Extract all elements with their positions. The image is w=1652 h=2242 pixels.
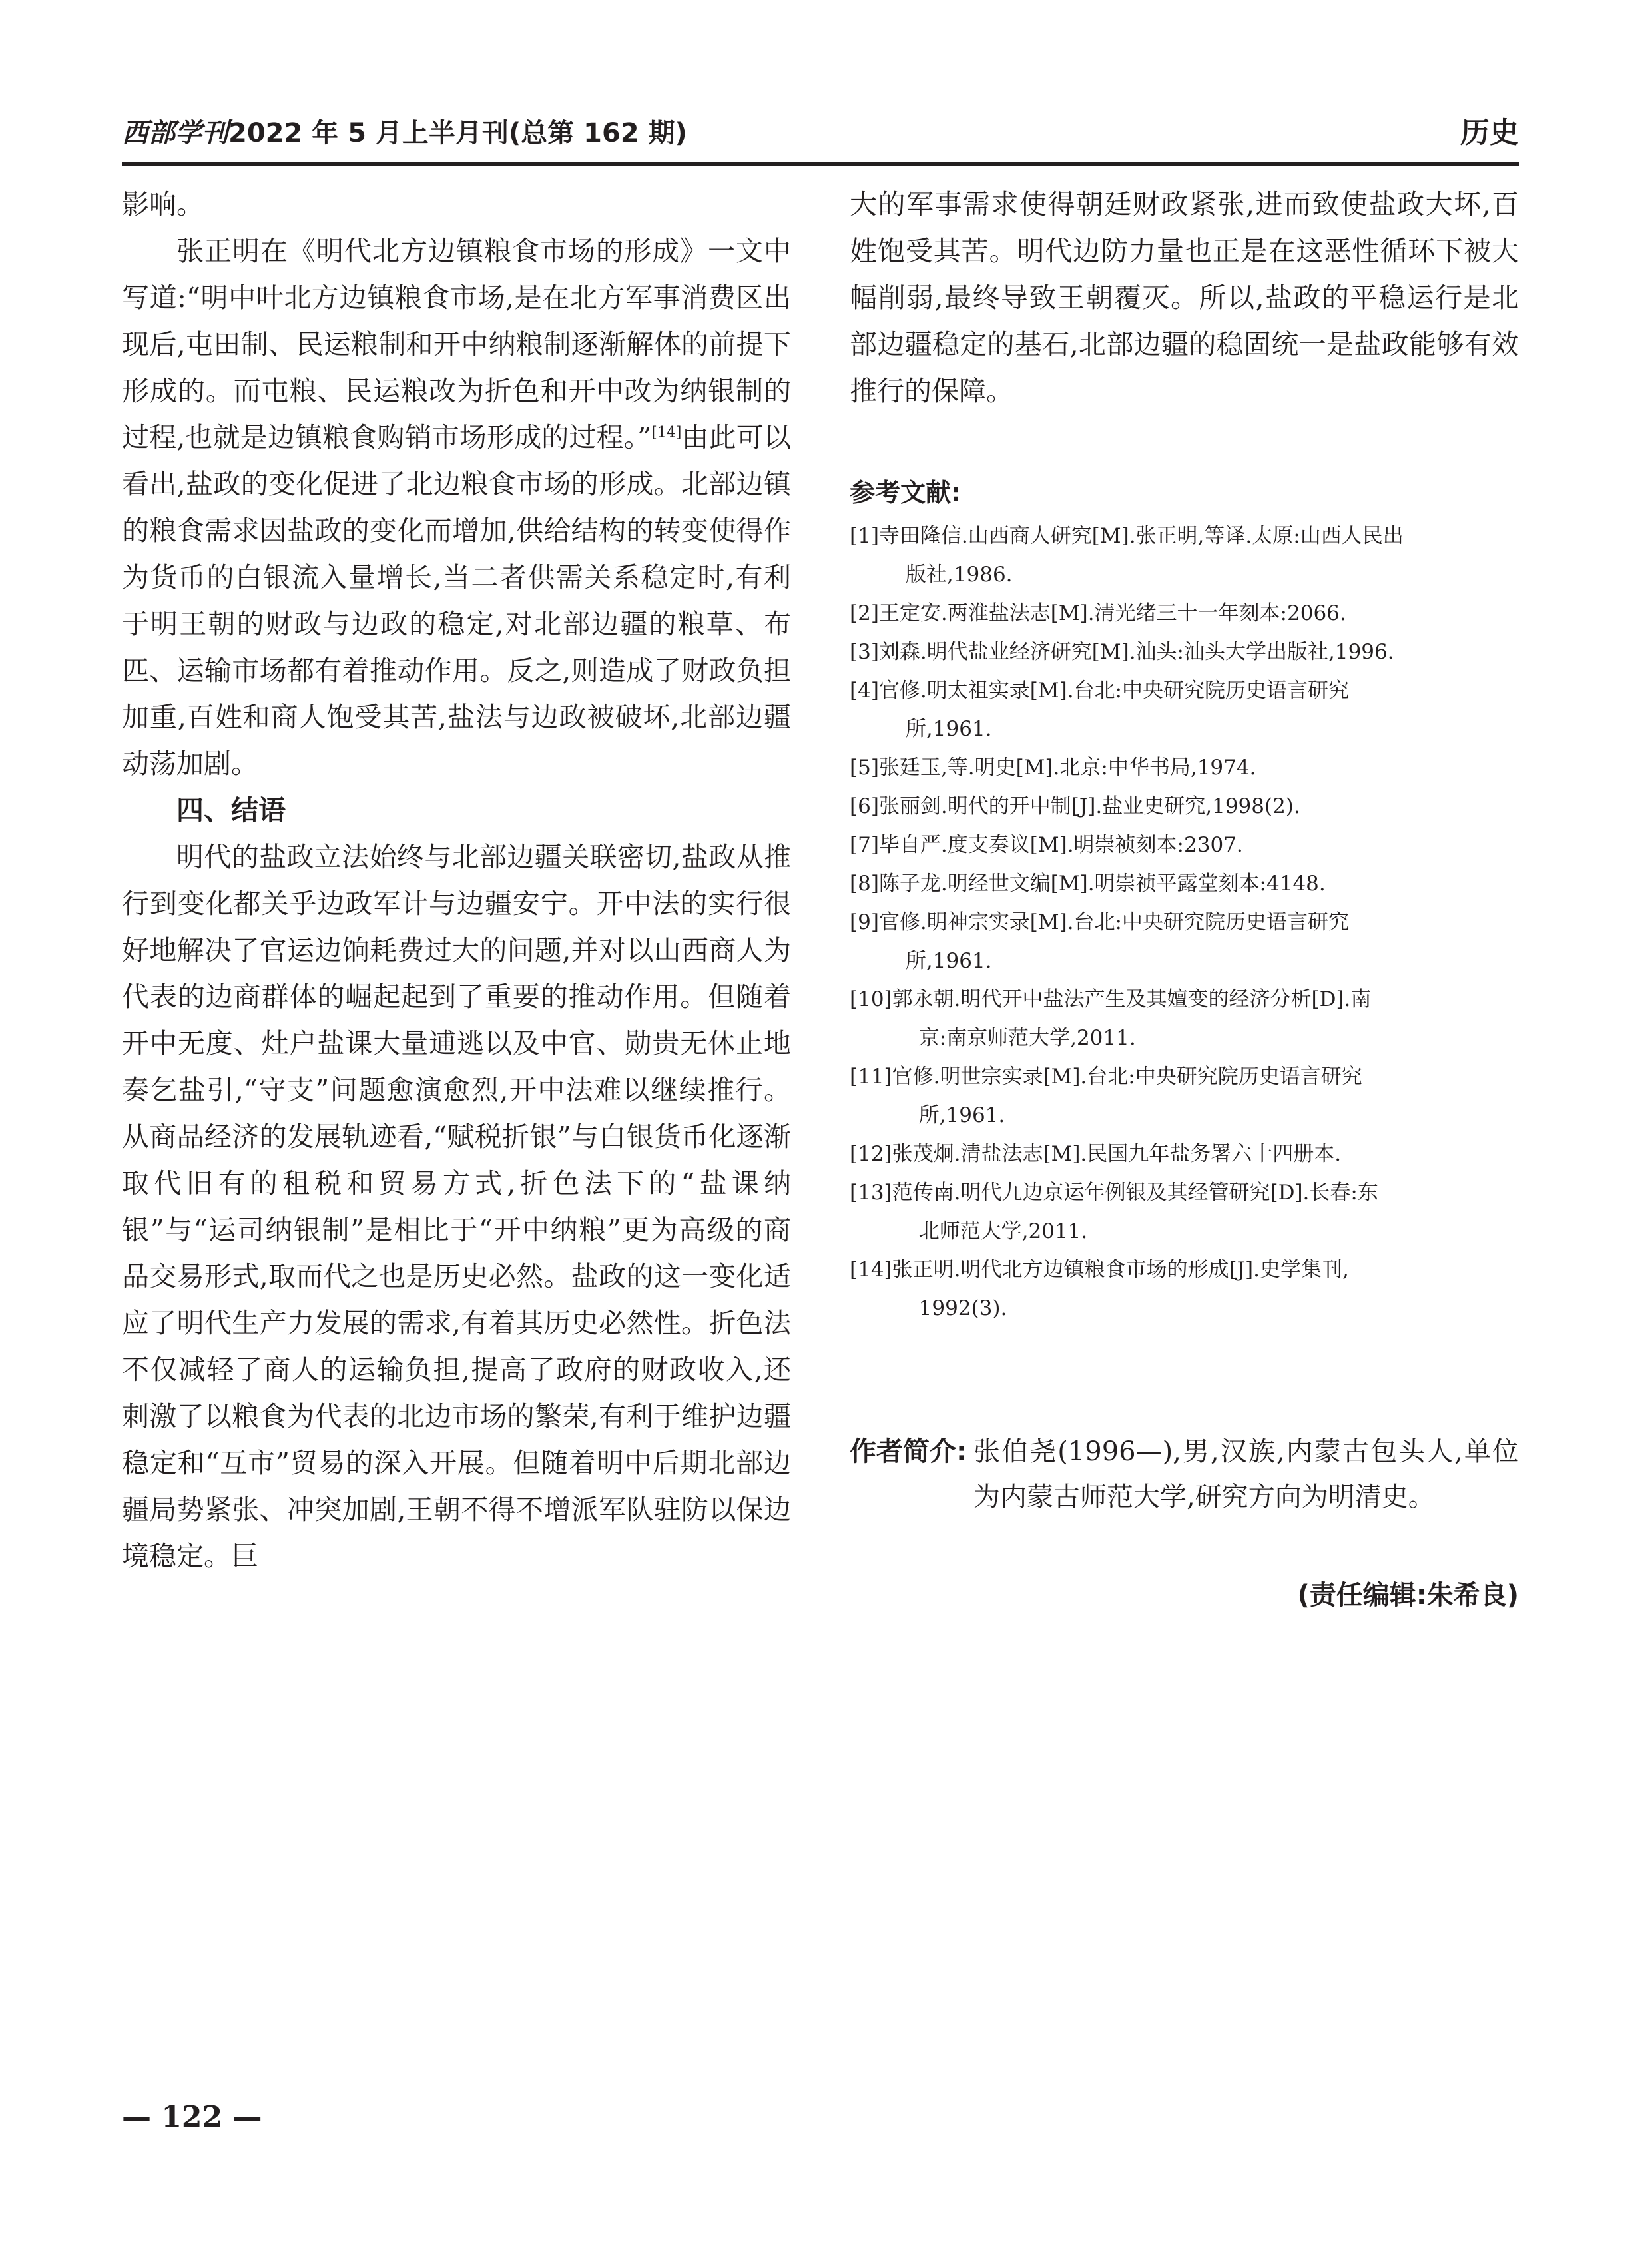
author-bio	[850, 1429, 1519, 1520]
reference-text	[892, 1173, 1519, 1251]
reference-number: [3]	[850, 640, 879, 664]
reference-number: [12]	[850, 1142, 892, 1166]
left-column	[122, 181, 791, 1579]
reference-line: 张正明.明代北方边镇粮食市场的形成[J].史学集刊,	[892, 1258, 1349, 1282]
author-bio-text: 张伯尧(1996—),男,汉族,内蒙古包头人,单位为内蒙古师范大学,研究方向为明清史。	[973, 1436, 1519, 1512]
reference-text	[892, 980, 1519, 1057]
reference-line: 张丽剑.明代的开中制[J].盐业史研究,1998(2).	[878, 794, 1300, 818]
reference-number: [14]	[850, 1258, 892, 1282]
paragraph: 影响。	[122, 188, 204, 220]
reference-line: 张廷玉,等.明史[M].北京:中华书局,1974.	[878, 756, 1256, 780]
reference-line: 1992(3).	[918, 1296, 1007, 1320]
reference-line: 毕自严.度支奏议[M].明崇祯刻本:2307.	[878, 833, 1243, 857]
reference-text	[879, 748, 1519, 787]
reference-line: 所,1961.	[905, 717, 992, 741]
journal-logo: 西部学刊	[122, 117, 228, 148]
references-title: 参考文献:	[850, 478, 962, 507]
reference-line: 版社,1986.	[905, 563, 1013, 587]
reference-text	[879, 826, 1519, 864]
reference-item	[850, 1251, 1519, 1328]
author-bio-label: 作者简介:	[850, 1436, 967, 1467]
reference-line: 寺田隆信.山西商人研究[M].张正明,等译.太原:山西人民出	[878, 524, 1404, 548]
reference-number: [11]	[850, 1065, 892, 1089]
citation-marker: [14]	[651, 424, 682, 441]
reference-item	[850, 826, 1519, 864]
reference-item	[850, 787, 1519, 826]
reference-number: [8]	[850, 872, 879, 896]
reference-text	[892, 1251, 1519, 1328]
paragraph: 明代的盐政立法始终与北部边疆关联密切,盐政从推行到变化都关乎边政军计与边疆安宁。开中法的实行很好地解决了官运边饷耗费过大的问题,并对以山西商人为代表的边商群体的崛起起到了重要的推动作用。但随着开中无度、灶户盐课大量逋逃以及中官、勋贵无休止地奏乞盐引,“守支”问题愈演愈烈,开中法难以继续推行。从商品经济的发展轨迹看,“赋税折银”与白银货币化逐渐取代旧有的租税和贸易方式,折色法下的“盐课纳银”与“运司纳银制”是相比于“开中纳粮”更为高级的商品交易形式,取而代之也是历史必然。盐政的这一变化适应了明代生产力发展的需求,有着其历史必然性。折色法不仅减轻了商人的运输负担,提高了政府的财政收入,还刺激了以粮食为代表的北边市场的繁荣,有利于维护边疆稳定和“互市”贸易的深入开展。但随着明中后期北部边疆局势紧张、冲突加剧,王朝不得不增派军队驻防以保边境稳定。巨	[122, 841, 791, 1572]
reference-line: 刘森.明代盐业经济研究[M].汕头:汕头大学出版社,1996.	[878, 640, 1394, 664]
reference-number: [2]	[850, 601, 879, 625]
reference-number: [13]	[850, 1181, 892, 1205]
reference-text	[892, 1135, 1519, 1173]
journal-masthead	[122, 107, 687, 160]
reference-number: [1]	[850, 524, 879, 548]
reference-line: 官修.明世宗实录[M].台北:中央研究院历史语言研究	[892, 1065, 1362, 1089]
reference-item	[850, 903, 1519, 980]
reference-number: [9]	[850, 910, 879, 934]
reference-text	[879, 633, 1519, 671]
reference-text	[879, 517, 1519, 594]
reference-line: 所,1961.	[918, 1103, 1005, 1127]
reference-text	[879, 903, 1519, 980]
issue-info: 2022 年 5 月上半月刊(总第 162 期)	[228, 118, 687, 148]
reference-item	[850, 1173, 1519, 1251]
paragraph	[122, 228, 791, 787]
reference-line: 陈子龙.明经世文编[M].明崇祯平露堂刻本:4148.	[878, 872, 1326, 896]
reference-line: 张茂炯.清盐法志[M].民国九年盐务署六十四册本.	[892, 1142, 1342, 1166]
section-title: 历史	[1460, 116, 1519, 150]
reference-text	[892, 1057, 1519, 1135]
reference-text	[879, 787, 1519, 826]
reference-item	[850, 594, 1519, 633]
reference-text	[879, 671, 1519, 748]
reference-line: 北师范大学,2011.	[918, 1219, 1088, 1243]
running-header	[122, 107, 1519, 160]
reference-line: 官修.明神宗实录[M].台北:中央研究院历史语言研究	[878, 910, 1350, 934]
reference-item	[850, 748, 1519, 787]
right-column	[850, 181, 1519, 414]
reference-item	[850, 1057, 1519, 1135]
reference-item	[850, 864, 1519, 903]
reference-text	[879, 594, 1519, 633]
reference-number: [10]	[850, 987, 892, 1011]
reference-line: 官修.明太祖实录[M].台北:中央研究院历史语言研究	[878, 679, 1350, 702]
paragraph-text: 由此可以看出,盐政的变化促进了北边粮食市场的形成。北部边镇的粮食需求因盐政的变化而增加,供给结构的转变使得作为货币的白银流入量增长,当二者供需关系稳定时,有利于明王朝的财政与边政的稳定,对北部边疆的粮草、布匹、运输市场都有着推动作用。反之,则造成了财政负担加重,百姓和商人饱受其苦,盐法与边政被破坏,北部边疆动荡加剧。	[122, 421, 791, 780]
paragraph-text: 张正明在《明代北方边镇粮食市场的形成》一文中写道:“明中叶北方边镇粮食市场,是在北方军事消费区出现后,屯田制、民运粮制和开中纳粮制逐渐解体的前提下形成的。而屯粮、民运粮改为折色和开中改为纳银制的过程,也就是边镇粮食购销市场形成的过程。”	[122, 235, 791, 453]
reference-item	[850, 633, 1519, 671]
reference-line: 所,1961.	[905, 949, 992, 973]
reference-text	[879, 864, 1519, 903]
reference-number: [7]	[850, 833, 879, 857]
reference-item	[850, 517, 1519, 594]
reference-item	[850, 1135, 1519, 1173]
reference-item	[850, 980, 1519, 1057]
references-list	[850, 517, 1519, 1328]
reference-line: 郭永朝.明代开中盐法产生及其嬗变的经济分析[D].南	[892, 987, 1372, 1011]
reference-number: [6]	[850, 794, 879, 818]
responsible-editor: (责任编辑:朱希良)	[1297, 1580, 1519, 1611]
page-number: — 122 —	[122, 2100, 262, 2134]
paragraph: 大的军事需求使得朝廷财政紧张,进而致使盐政大坏,百姓饱受其苦。明代边防力量也正是在这恶性循环下被大幅削弱,最终导致王朝覆灭。所以,盐政的平稳运行是北部边疆稳定的基石,北部边疆的稳固统一是盐政能够有效推行的保障。	[850, 188, 1519, 407]
reference-item	[850, 671, 1519, 748]
reference-line: 王定安.两淮盐法志[M].清光绪三十一年刻本:2066.	[878, 601, 1346, 625]
header-rule	[122, 162, 1519, 166]
reference-number: [4]	[850, 679, 879, 702]
reference-number: [5]	[850, 756, 879, 780]
section-heading: 四、结语	[176, 794, 286, 826]
reference-line: 京:南京师范大学,2011.	[918, 1026, 1136, 1050]
reference-line: 范传南.明代九边京运年例银及其经管研究[D].长春:东	[892, 1181, 1378, 1205]
